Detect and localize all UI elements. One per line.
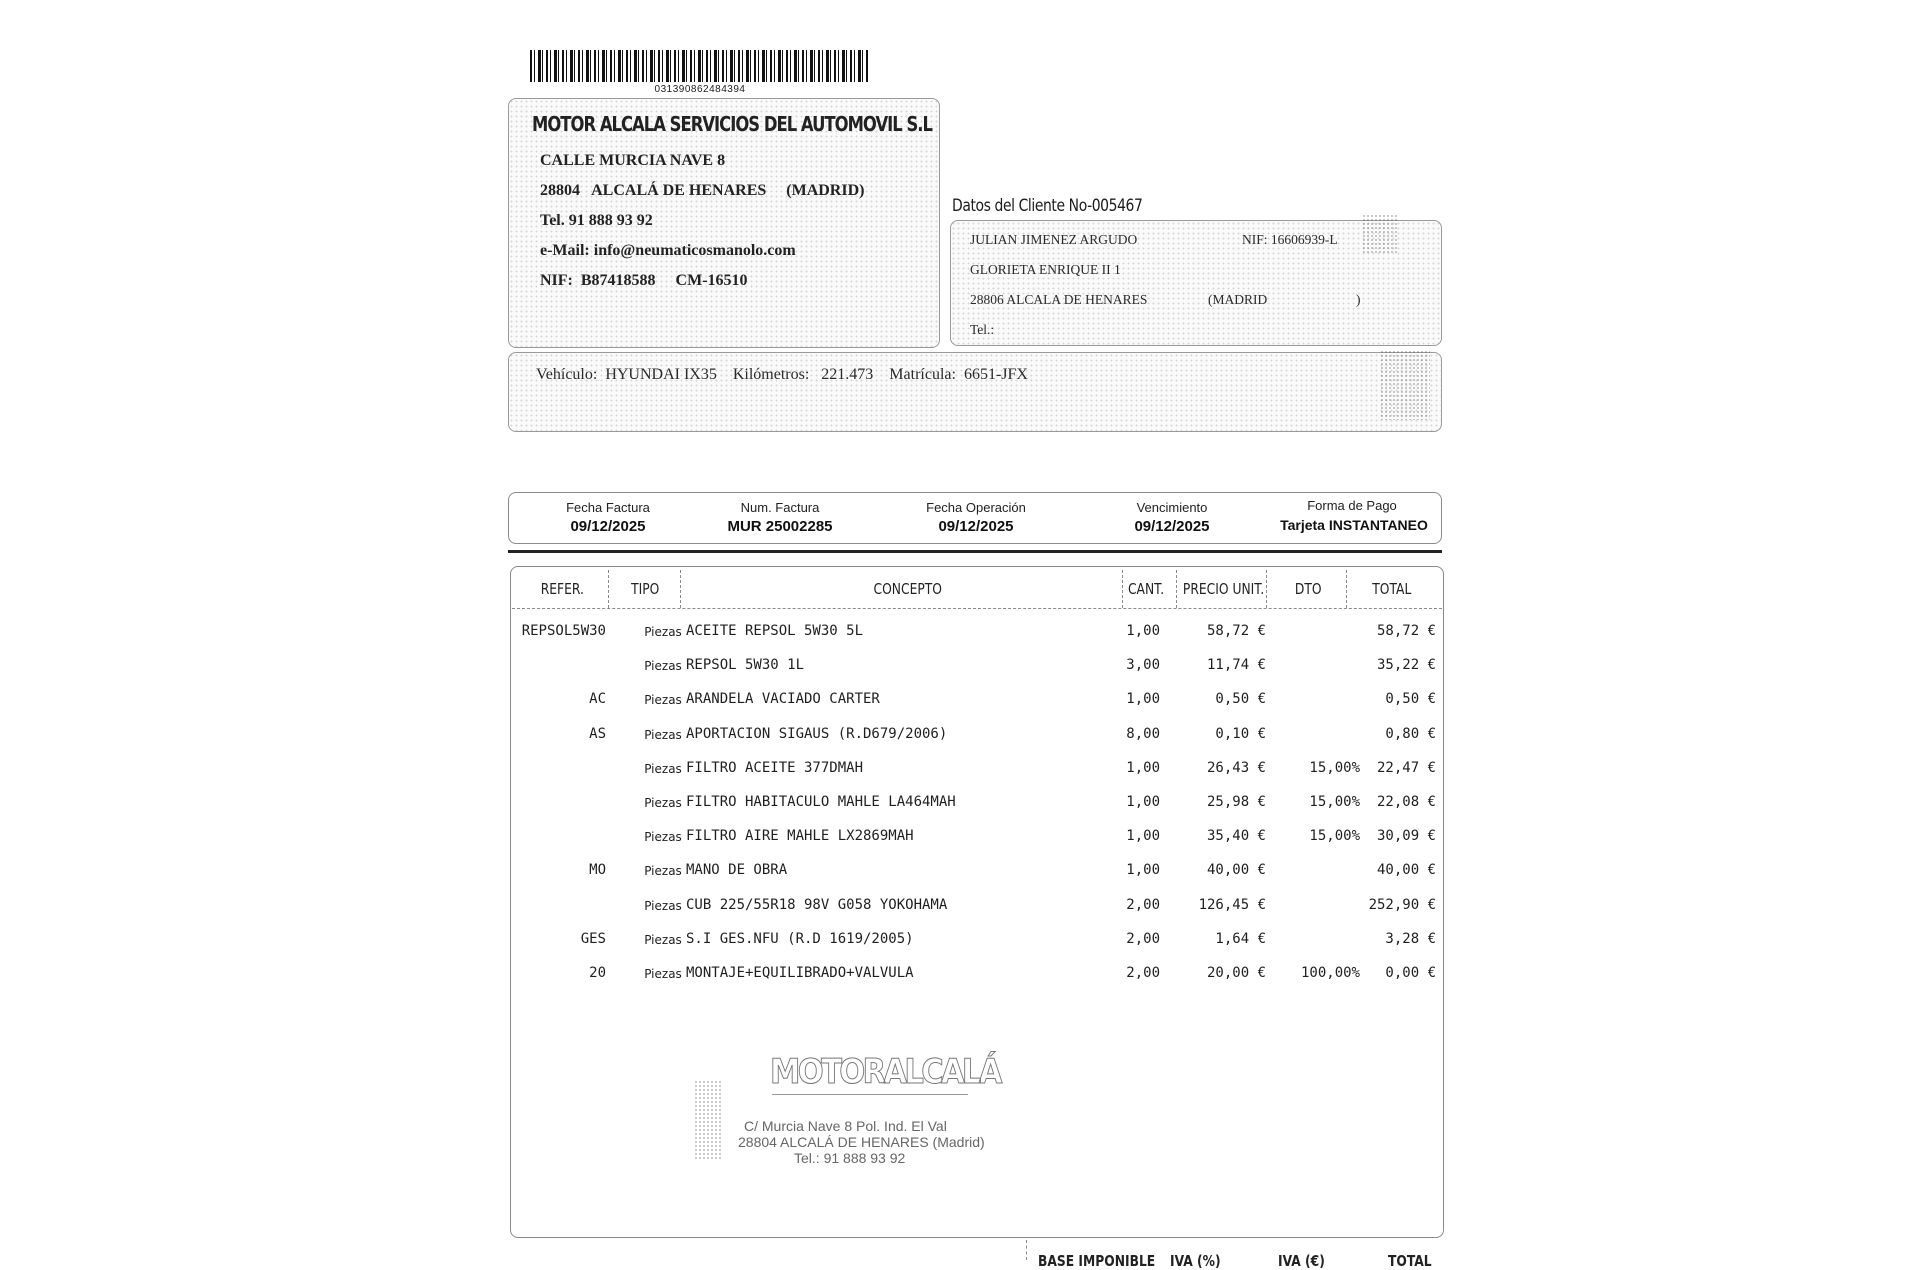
meta-value-vencimiento: 09/12/2025 (1134, 518, 1210, 535)
row-precio: 11,74 € (1206, 657, 1266, 673)
row-total: 58,72 € (1376, 623, 1436, 639)
row-total: 0,00 € (1385, 965, 1436, 981)
row-dto: 100,00% (1300, 965, 1360, 981)
row-concepto: MANO DE OBRA (686, 862, 788, 878)
row-tipo: Piezas (644, 796, 682, 810)
row-ref: 20 (589, 965, 606, 981)
row-concepto: MONTAJE+EQUILIBRADO+VALVULA (686, 965, 914, 981)
row-cant: 3,00 (1126, 657, 1160, 673)
row-concepto: FILTRO AIRE MAHLE LX2869MAH (686, 828, 914, 844)
row-tipo: Piezas (644, 693, 682, 707)
row-tipo: Piezas (644, 933, 682, 947)
row-cant: 1,00 (1126, 623, 1160, 639)
stamp-phone: Tel.: 91 888 93 92 (794, 1150, 906, 1166)
row-tipo: Piezas (644, 830, 682, 844)
row-ref: GES (580, 931, 606, 947)
vehicle-info: Vehículo: HYUNDAI IX35 Kilómetros: 221.473 Matrícula: 6651-JFX (536, 366, 1028, 383)
row-total: 3,28 € (1385, 931, 1436, 947)
col-divider-5 (1266, 570, 1267, 608)
row-ref: AC (589, 691, 606, 707)
company-email: e-Mail: info@neumaticosmanolo.com (540, 242, 796, 259)
row-precio: 40,00 € (1206, 862, 1266, 878)
row-cant: 1,00 (1126, 691, 1160, 707)
company-nif: NIF: B87418588 CM-16510 (540, 272, 748, 289)
row-concepto: S.I GES.NFU (R.D 1619/2005) (686, 931, 914, 947)
company-city: 28804 ALCALÁ DE HENARES (MADRID) (540, 182, 865, 199)
col-divider-2 (680, 570, 681, 608)
row-cant: 2,00 (1126, 897, 1160, 913)
row-concepto: ARANDELA VACIADO CARTER (686, 691, 880, 707)
row-dto: 15,00% (1309, 760, 1360, 776)
footer-iva-pct: IVA (%) (1170, 1252, 1221, 1270)
client-nif: NIF: 16606939-L (1242, 232, 1338, 247)
row-precio: 26,43 € (1206, 760, 1266, 776)
row-total: 0,80 € (1385, 726, 1436, 742)
meta-label-vencimiento: Vencimiento (1136, 500, 1208, 515)
row-precio: 35,40 € (1206, 828, 1266, 844)
header-tipo: TIPO (631, 580, 660, 598)
client-section-title: Datos del Cliente No-005467 (952, 196, 1143, 216)
client-name: JULIAN JIMENEZ ARGUDO (970, 232, 1138, 247)
meta-label-forma-pago: Forma de Pago (1307, 498, 1397, 513)
col-divider-4 (1176, 570, 1177, 608)
col-divider-6 (1346, 570, 1347, 608)
stamp-address: C/ Murcia Nave 8 Pol. Ind. El Val (744, 1118, 947, 1134)
row-cant: 8,00 (1126, 726, 1160, 742)
client-province-close: ) (1356, 292, 1361, 307)
row-tipo: Piezas (644, 625, 682, 639)
row-concepto: ACEITE REPSOL 5W30 5L (686, 623, 864, 639)
row-concepto: FILTRO HABITACULO MAHLE LA464MAH (686, 794, 956, 810)
meta-value-num-factura: MUR 25002285 (727, 518, 833, 535)
row-concepto: REPSOL 5W30 1L (686, 657, 805, 673)
meta-label-fecha-operacion: Fecha Operación (926, 500, 1026, 515)
stamp-logo: MOTORALCALÁ (770, 1052, 1000, 1092)
row-tipo: Piezas (644, 659, 682, 673)
meta-label-fecha-factura: Fecha Factura (566, 500, 650, 515)
row-cant: 1,00 (1126, 760, 1160, 776)
row-dto: 15,00% (1309, 794, 1360, 810)
header-dto: DTO (1294, 580, 1322, 598)
scan-speck (1380, 350, 1430, 420)
footer-iva-eur: IVA (€) (1278, 1252, 1325, 1270)
header-concepto: CONCEPTO (873, 580, 942, 598)
vehicle-box (508, 352, 1442, 432)
row-concepto: FILTRO ACEITE 377DMAH (686, 760, 864, 776)
barcode (530, 50, 870, 82)
client-province: (MADRID (1208, 292, 1268, 307)
meta-label-num-factura: Num. Factura (740, 500, 820, 515)
company-phone: Tel. 91 888 93 92 (540, 212, 653, 229)
col-divider-3 (1122, 570, 1123, 608)
row-total: 30,09 € (1376, 828, 1436, 844)
row-total: 40,00 € (1376, 862, 1436, 878)
row-cant: 1,00 (1126, 794, 1160, 810)
company-address: CALLE MURCIA NAVE 8 (540, 152, 726, 169)
row-ref: REPSOL5W30 (521, 623, 606, 639)
row-cant: 1,00 (1126, 862, 1160, 878)
stamp-rule (772, 1094, 968, 1095)
row-dto: 15,00% (1309, 828, 1360, 844)
stamp-smudge (694, 1080, 722, 1160)
invoice-meta-rule (508, 550, 1442, 553)
header-precio: PRECIO UNIT. (1182, 580, 1265, 598)
col-divider-1 (608, 570, 609, 608)
row-concepto: APORTACION SIGAUS (R.D679/2006) (686, 726, 948, 742)
header-refer: REFER. (540, 580, 584, 598)
row-precio: 0,10 € (1215, 726, 1266, 742)
row-total: 22,08 € (1376, 794, 1436, 810)
meta-value-forma-pago: Tarjeta INSTANTANEO (1280, 517, 1428, 533)
barcode-number: 031390862484394 (654, 84, 746, 95)
row-cant: 2,00 (1126, 931, 1160, 947)
footer-base-imponible: BASE IMPONIBLE (1038, 1252, 1156, 1270)
meta-value-fecha-factura: 09/12/2025 (570, 518, 646, 535)
items-header-rule (512, 608, 1442, 609)
row-precio: 126,45 € (1198, 897, 1266, 913)
stamp-city: 28804 ALCALÁ DE HENARES (Madrid) (738, 1134, 985, 1150)
row-precio: 1,64 € (1215, 931, 1266, 947)
row-tipo: Piezas (644, 899, 682, 913)
row-total: 35,22 € (1376, 657, 1436, 673)
client-city: 28806 ALCALA DE HENARES (970, 292, 1148, 307)
meta-value-fecha-operacion: 09/12/2025 (938, 518, 1014, 535)
row-total: 0,50 € (1385, 691, 1436, 707)
row-precio: 0,50 € (1215, 691, 1266, 707)
row-precio: 58,72 € (1206, 623, 1266, 639)
row-tipo: Piezas (644, 864, 682, 878)
row-tipo: Piezas (644, 762, 682, 776)
row-precio: 20,00 € (1206, 965, 1266, 981)
footer-divider (1026, 1240, 1027, 1260)
row-tipo: Piezas (644, 728, 682, 742)
client-phone: Tel.: (970, 322, 995, 337)
row-total: 252,90 € (1368, 897, 1436, 913)
row-total: 22,47 € (1376, 760, 1436, 776)
footer-total: TOTAL (1388, 1252, 1432, 1270)
header-cant: CANT. (1127, 580, 1165, 598)
row-cant: 1,00 (1126, 828, 1160, 844)
header-total: TOTAL (1372, 580, 1412, 598)
scan-speck (1362, 214, 1398, 254)
row-tipo: Piezas (644, 967, 682, 981)
row-ref: AS (589, 726, 606, 742)
row-precio: 25,98 € (1206, 794, 1266, 810)
row-cant: 2,00 (1126, 965, 1160, 981)
row-ref: MO (589, 862, 606, 878)
company-name: MOTOR ALCALA SERVICIOS DEL AUTOMOVIL S.L (532, 112, 933, 136)
client-address: GLORIETA ENRIQUE II 1 (970, 262, 1121, 277)
row-concepto: CUB 225/55R18 98V G058 YOKOHAMA (686, 897, 948, 913)
